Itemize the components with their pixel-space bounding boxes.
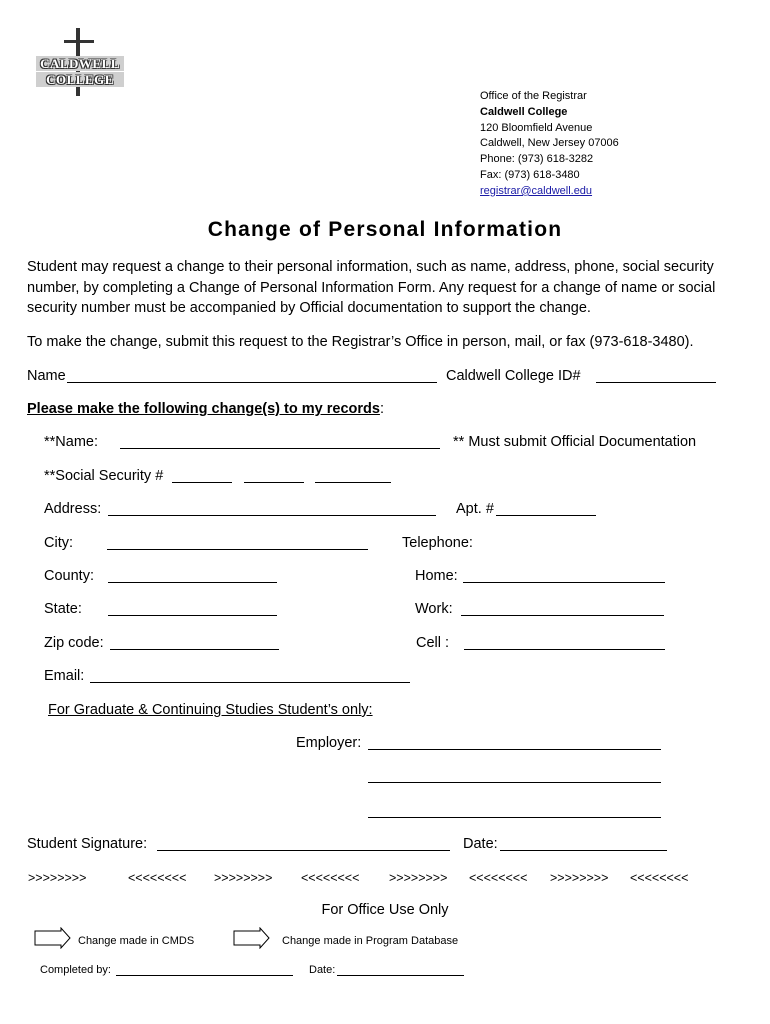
office-fax: Fax: (973) 618-3480 — [480, 168, 580, 181]
city-state-zip: Caldwell, New Jersey 07006 — [480, 137, 619, 150]
telephone-label: Telephone: — [402, 535, 473, 551]
divider-segment-8: <<<<<<<< — [630, 871, 689, 885]
divider-segment-1: >>>>>>>> — [28, 871, 87, 885]
zip-code-field[interactable] — [110, 649, 279, 650]
new-name-label: **Name: — [44, 434, 98, 450]
arrow-right-icon — [34, 927, 72, 949]
work-phone-label: Work: — [415, 601, 453, 617]
office-use-heading: For Office Use Only — [321, 902, 449, 918]
logo-word-top: CALDWELL — [36, 56, 124, 71]
student-id-label: Caldwell College ID# — [446, 368, 581, 384]
home-phone-field[interactable] — [463, 582, 665, 583]
ssn-field-part3[interactable] — [315, 482, 391, 483]
divider-segment-3: >>>>>>>> — [214, 871, 273, 885]
email-field[interactable] — [90, 682, 410, 683]
logo-word-bottom: COLLEGE — [36, 72, 124, 87]
intro-paragraph: Student may request a change to their personal information, such as name, address, phone, social security number, by completing a Change of Personal Information Form. Any request for a change of name or social security number must be accompanied by Official documentation to support the change. — [27, 259, 716, 316]
divider-segment-2: <<<<<<<< — [128, 871, 187, 885]
apt-label: Apt. # — [456, 501, 494, 517]
county-field[interactable] — [108, 582, 277, 583]
instructions-paragraph: To make the change, submit this request to the Registrar’s Office in person, mail, or fax (973-618-3480). — [27, 334, 694, 350]
city-field[interactable] — [107, 549, 368, 550]
program-database-label: Change made in Program Database — [282, 935, 459, 947]
signature-field[interactable] — [157, 850, 450, 851]
office-name: Office of the Registrar — [480, 90, 587, 102]
completed-by-label: Completed by: — [40, 964, 111, 976]
employer-field-line2[interactable] — [368, 782, 661, 783]
signature-date-field[interactable] — [500, 850, 667, 851]
signature-label: Student Signature: — [27, 836, 148, 852]
documentation-note: ** Must submit Official Documentation — [453, 434, 697, 450]
college-logo — [30, 28, 130, 98]
divider-segment-5: >>>>>>>> — [389, 871, 448, 885]
employer-field-line3[interactable] — [368, 817, 661, 818]
home-phone-label: Home: — [415, 568, 458, 584]
office-address-block — [480, 89, 619, 200]
street-address: 120 Bloomfield Avenue — [480, 121, 593, 134]
completed-by-field[interactable] — [116, 975, 293, 976]
cmds-label: Change made in CMDS — [78, 935, 195, 947]
work-phone-field[interactable] — [461, 615, 664, 616]
student-id-field[interactable] — [596, 382, 716, 383]
new-name-field[interactable] — [120, 448, 440, 449]
address-field[interactable] — [108, 515, 436, 516]
divider-segment-4: <<<<<<<< — [301, 871, 360, 885]
changes-heading — [27, 401, 384, 418]
signature-date-label: Date: — [463, 836, 498, 852]
zip-code-label: Zip code: — [44, 635, 104, 651]
office-email-link[interactable]: registrar@caldwell.edu — [480, 184, 593, 197]
graduate-section-heading: For Graduate & Continuing Studies Student’s only: — [48, 702, 373, 718]
apt-field[interactable] — [496, 515, 596, 516]
college-name: Caldwell College — [480, 105, 568, 118]
state-field[interactable] — [108, 615, 277, 616]
divider-segment-6: <<<<<<<< — [469, 871, 528, 885]
office-phone: Phone: (973) 618-3282 — [480, 153, 594, 166]
employer-field-line1[interactable] — [368, 749, 661, 750]
arrow-right-icon — [233, 927, 271, 949]
address-label: Address: — [44, 501, 102, 517]
logo-cross-horizontal — [64, 40, 94, 43]
changes-heading-colon: : — [379, 401, 384, 417]
ssn-field-part2[interactable] — [244, 482, 304, 483]
ssn-field-part1[interactable] — [172, 482, 232, 483]
county-label: County: — [44, 568, 94, 584]
state-label: State: — [44, 601, 82, 617]
cell-phone-label: Cell : — [416, 635, 450, 651]
ssn-label: **Social Security # — [44, 468, 164, 484]
employer-label: Employer: — [296, 735, 362, 751]
page-title: Change of Personal Information — [207, 218, 563, 241]
city-label: City: — [44, 535, 73, 551]
divider-segment-7: >>>>>>>> — [550, 871, 609, 885]
email-label: Email: — [44, 668, 85, 684]
name-label: Name — [27, 368, 66, 384]
office-date-label: Date: — [309, 964, 336, 976]
cell-phone-field[interactable] — [464, 649, 665, 650]
changes-heading-text: Please make the following change(s) to my records — [27, 401, 380, 417]
name-field[interactable] — [67, 382, 437, 383]
office-date-field[interactable] — [337, 975, 464, 976]
